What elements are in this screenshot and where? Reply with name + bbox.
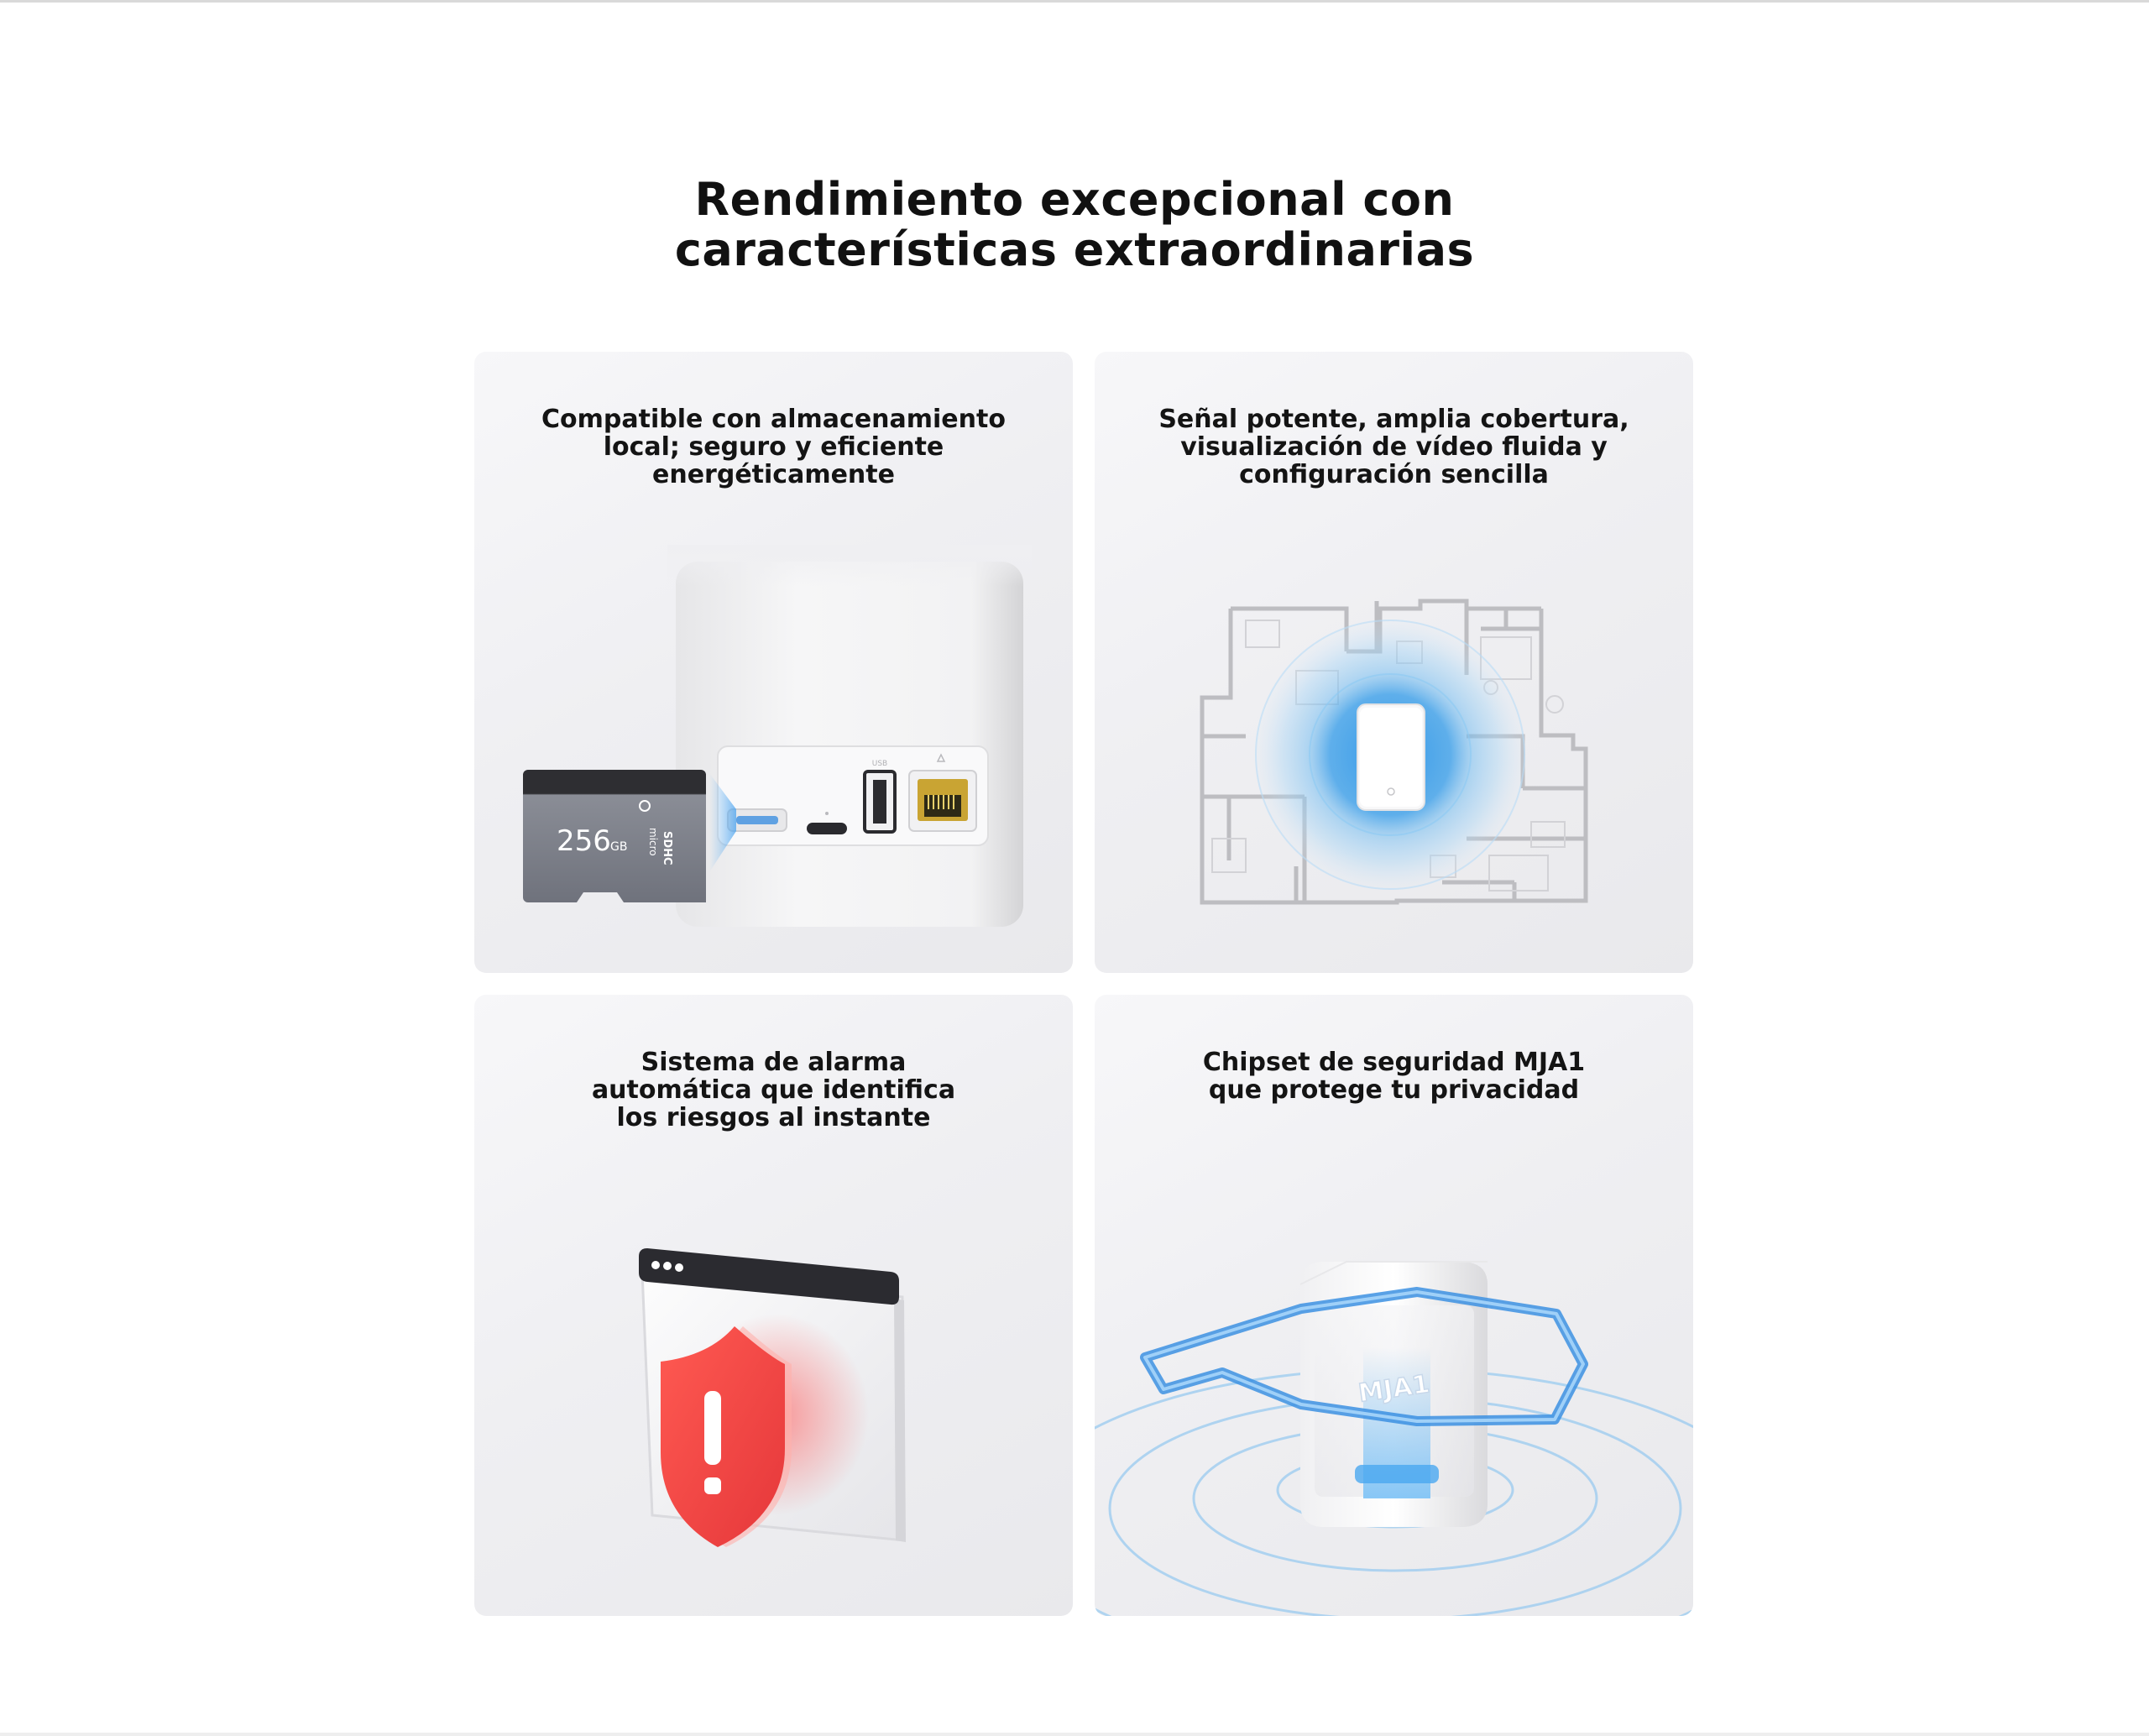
feature-card-chipset	[1095, 995, 1693, 1616]
feature-card-alarm	[474, 995, 1073, 1616]
top-divider	[0, 0, 2149, 3]
card-caption-line: Sistema de alarma	[641, 1048, 907, 1077]
chip-label: MJA1	[1357, 1369, 1432, 1409]
card-caption-line: energéticamente	[652, 460, 895, 489]
card-caption	[508, 405, 1039, 489]
card-caption-line: visualización de vídeo fluida y	[1180, 432, 1608, 462]
section-title-line-2: características extraordinarias	[674, 223, 1475, 276]
feature-card-coverage	[1095, 352, 1693, 973]
section-title	[0, 175, 2149, 275]
card-caption-line: automática que identifica	[591, 1075, 956, 1105]
card-caption-line: local; seguro y eficiente	[603, 432, 944, 462]
card-caption-line: Señal potente, amplia cobertura,	[1158, 405, 1629, 434]
microsd-card-icon	[523, 770, 706, 902]
card-caption-line: configuración sencilla	[1239, 460, 1549, 489]
card-caption-line: Chipset de seguridad MJA1	[1202, 1048, 1586, 1077]
card-caption-line: Compatible con almacenamiento	[541, 405, 1006, 434]
feature-card-local-storage	[474, 352, 1073, 973]
sd-brand: micro	[647, 828, 659, 856]
bottom-divider	[0, 1733, 2149, 1736]
card-caption	[1128, 405, 1660, 489]
card-caption	[1128, 1048, 1660, 1104]
section-title-line-1: Rendimiento excepcional con	[694, 173, 1455, 226]
sd-capacity: 256	[557, 824, 611, 858]
usb-port-label: USB	[871, 760, 888, 768]
sd-type: SDHC	[661, 831, 673, 865]
card-caption-line: que protege tu privacidad	[1208, 1075, 1580, 1105]
card-caption	[508, 1048, 1039, 1132]
sd-unit: GB	[610, 840, 628, 854]
card-caption-line: los riesgos al instante	[616, 1103, 931, 1132]
